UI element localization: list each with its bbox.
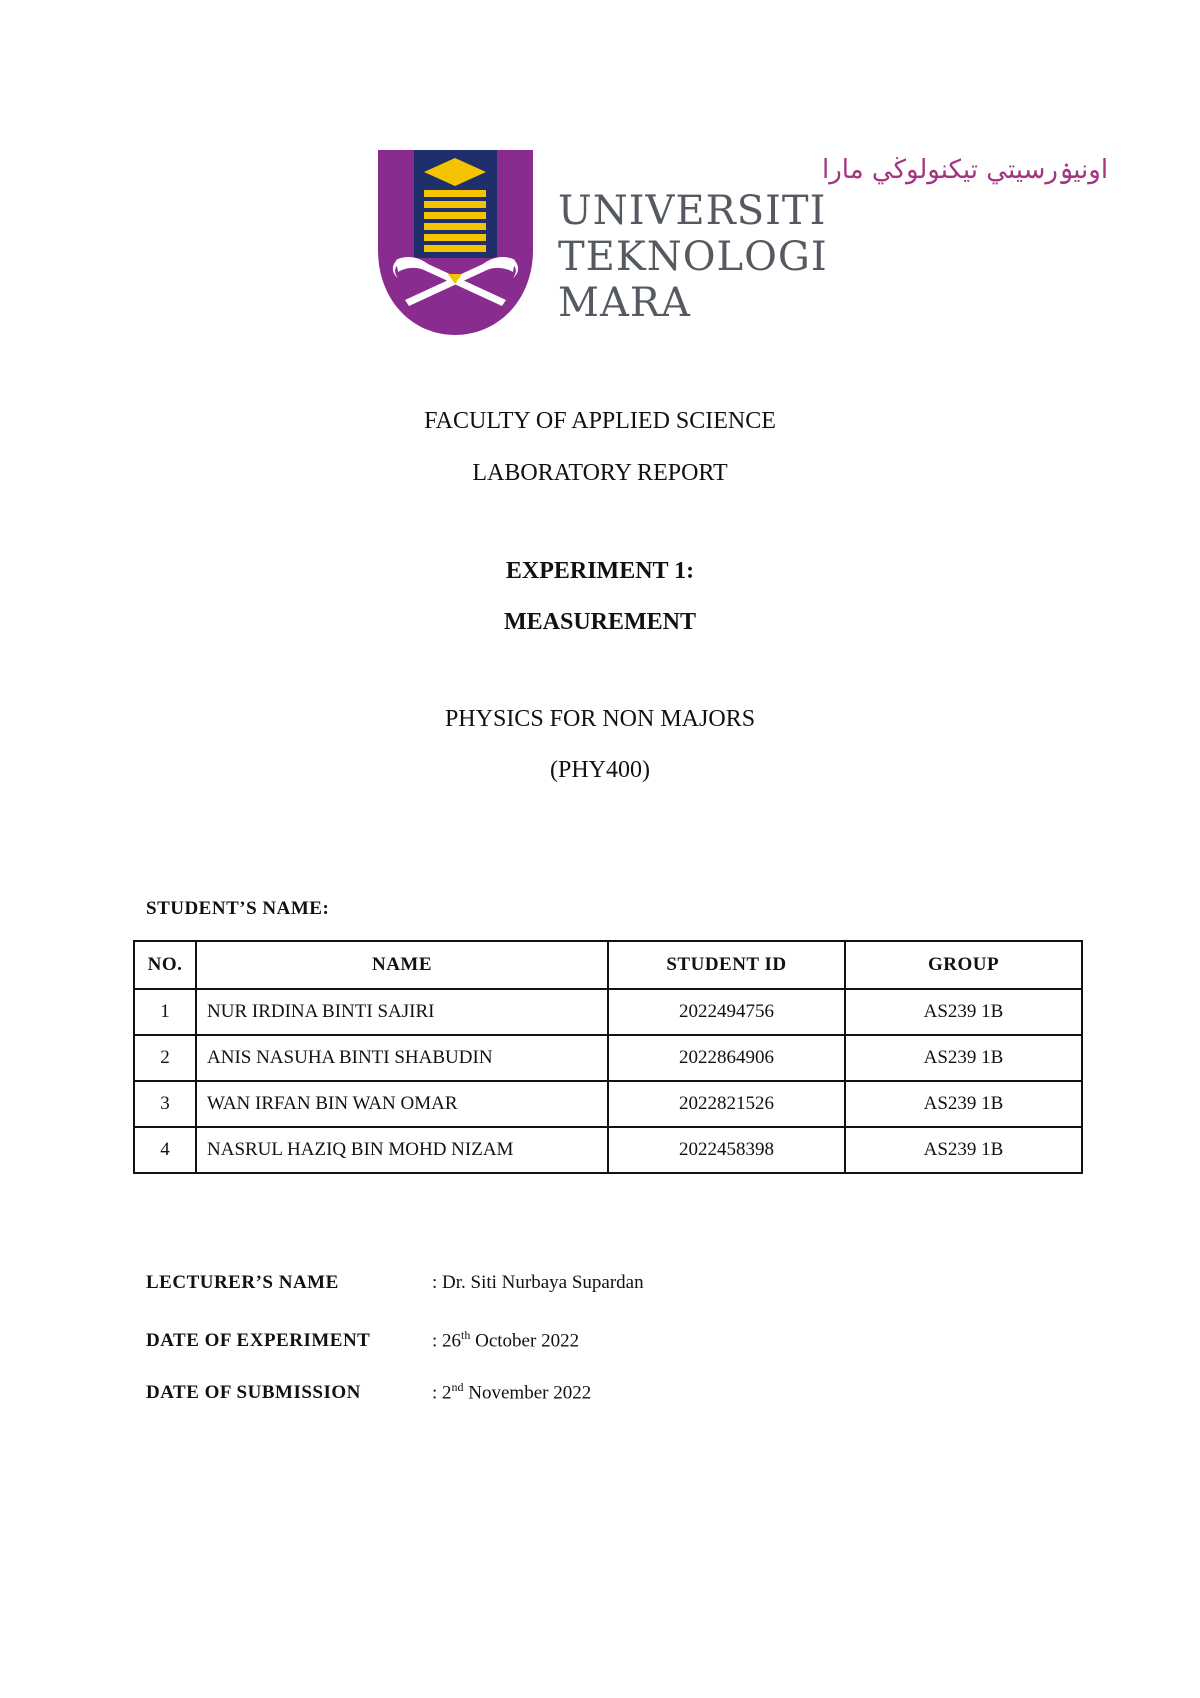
wordmark-line-3: MARA bbox=[558, 280, 691, 326]
cell-name: WAN IRFAN BIN WAN OMAR bbox=[196, 1081, 608, 1127]
cell-name: NUR IRDINA BINTI SAJIRI bbox=[196, 989, 608, 1035]
column-header-student-id: STUDENT ID bbox=[608, 941, 845, 989]
table-row bbox=[134, 989, 1082, 1035]
university-logo bbox=[378, 150, 1109, 335]
submission-date-label: DATE OF SUBMISSION bbox=[146, 1382, 361, 1404]
column-header-name: NAME bbox=[196, 941, 608, 989]
students-table bbox=[133, 940, 1083, 1174]
cell-student-id: 2022864906 bbox=[608, 1035, 845, 1081]
cell-group: AS239 1B bbox=[845, 1127, 1082, 1173]
jawi-script-logo bbox=[560, 150, 1109, 186]
submission-date-ordinal: nd bbox=[451, 1380, 464, 1394]
cell-no: 2 bbox=[134, 1035, 196, 1081]
cell-name: ANIS NASUHA BINTI SHABUDIN bbox=[196, 1035, 608, 1081]
submission-date-prefix: : 2 bbox=[432, 1382, 452, 1404]
logo-wordmark bbox=[558, 188, 828, 326]
experiment-title: MEASUREMENT bbox=[503, 609, 696, 635]
experiment-date-row bbox=[146, 1323, 579, 1353]
cell-group: AS239 1B bbox=[845, 1035, 1082, 1081]
students-label: STUDENT’S NAME: bbox=[146, 898, 330, 919]
cell-student-id: 2022458398 bbox=[608, 1127, 845, 1173]
jawi-text: اونيۏرسيتي تيكنولوڬي مارا bbox=[822, 155, 1109, 185]
experiment-number: EXPERIMENT 1: bbox=[505, 558, 695, 584]
table-row bbox=[134, 1127, 1082, 1173]
course-code: (PHY400) bbox=[550, 757, 650, 783]
experiment-date-ordinal: th bbox=[461, 1328, 471, 1342]
crest-icon bbox=[378, 150, 538, 335]
report-type: LABORATORY REPORT bbox=[472, 460, 728, 486]
experiment-date-label: DATE OF EXPERIMENT bbox=[146, 1330, 371, 1352]
cell-no: 4 bbox=[134, 1127, 196, 1173]
cell-student-id: 2022821526 bbox=[608, 1081, 845, 1127]
wordmark-line-1: UNIVERSITI bbox=[558, 188, 827, 234]
table-header-row bbox=[134, 941, 1082, 989]
table-row bbox=[134, 1081, 1082, 1127]
cell-group: AS239 1B bbox=[845, 989, 1082, 1035]
cell-student-id: 2022494756 bbox=[608, 989, 845, 1035]
cell-group: AS239 1B bbox=[845, 1081, 1082, 1127]
course-name: PHYSICS FOR NON MAJORS bbox=[444, 706, 756, 732]
table-row bbox=[134, 1035, 1082, 1081]
lecturer-value: : Dr. Siti Nurbaya Supardan bbox=[432, 1272, 644, 1293]
cell-no: 1 bbox=[134, 989, 196, 1035]
cell-no: 3 bbox=[134, 1081, 196, 1127]
experiment-date-suffix: October 2022 bbox=[470, 1330, 580, 1352]
wordmark-line-2: TEKNOLOGI bbox=[558, 234, 828, 280]
submission-date-suffix: November 2022 bbox=[463, 1382, 592, 1404]
cell-name: NASRUL HAZIQ BIN MOHD NIZAM bbox=[196, 1127, 608, 1173]
faculty-name: FACULTY OF APPLIED SCIENCE bbox=[424, 408, 776, 434]
lecturer-label: LECTURER’S NAME bbox=[146, 1272, 339, 1293]
column-header-group: GROUP bbox=[845, 941, 1082, 989]
experiment-date-prefix: : 26 bbox=[432, 1330, 462, 1352]
lecturer-row bbox=[146, 1271, 644, 1295]
column-header-no: NO. bbox=[134, 941, 196, 989]
submission-date-row bbox=[146, 1375, 591, 1405]
